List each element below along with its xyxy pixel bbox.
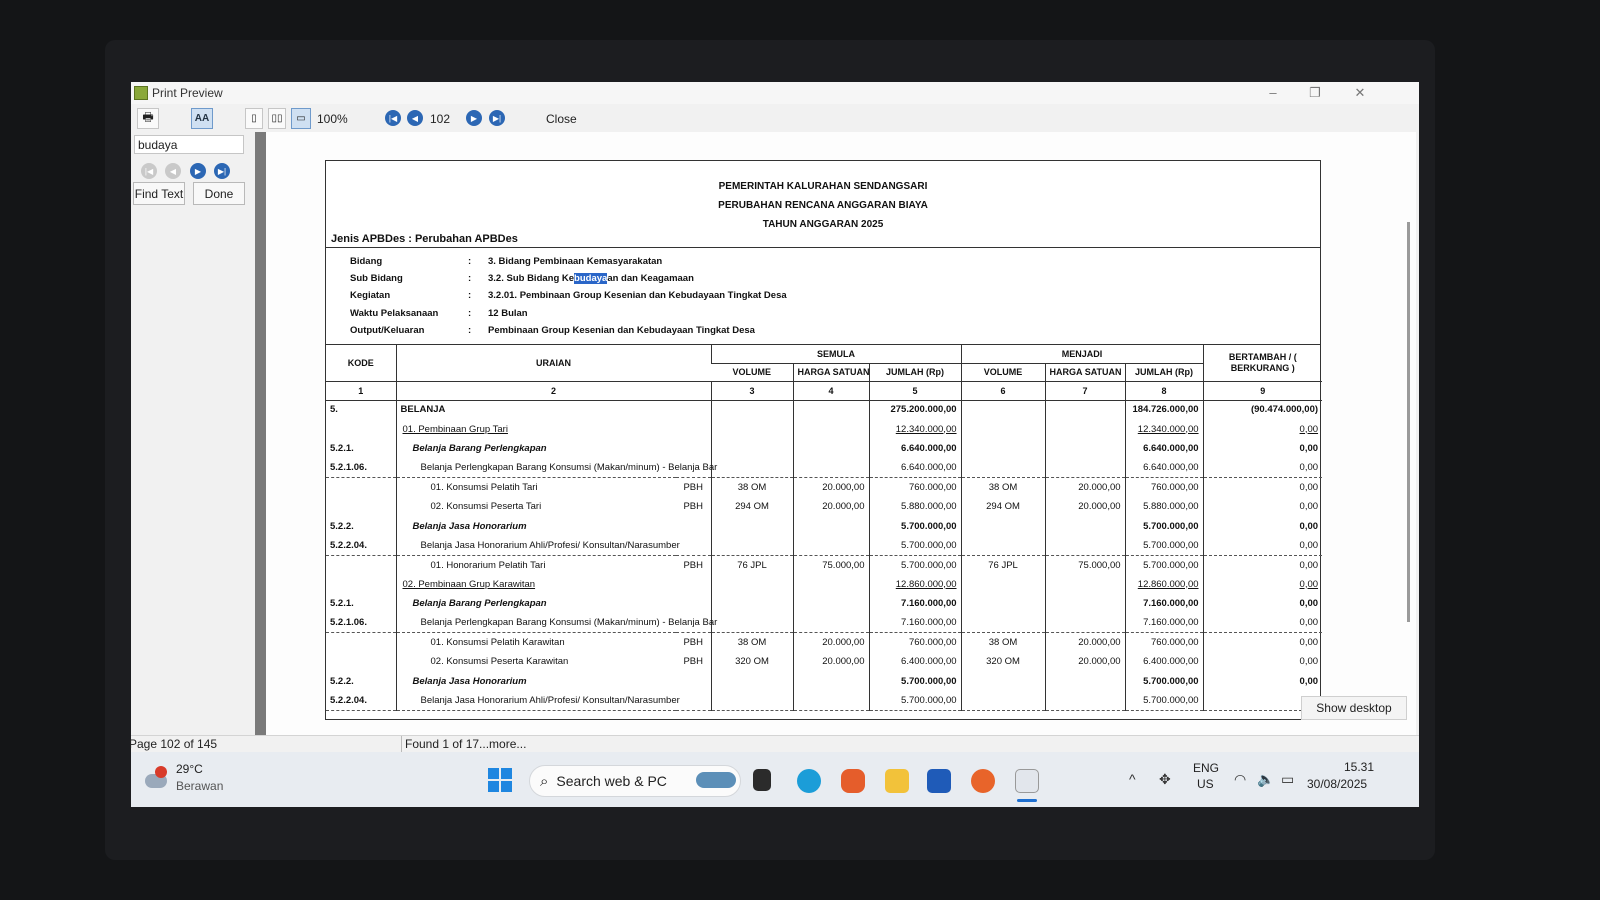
- last-page-button[interactable]: [489, 110, 505, 126]
- cell-kode: [326, 419, 396, 438]
- cell-harga-menjadi: 20.000,00: [1045, 497, 1125, 516]
- language-indicator[interactable]: ENG: [1193, 761, 1220, 775]
- col-number: 5: [869, 381, 961, 400]
- cell-jumlah-menjadi: 7.160.000,00: [1125, 613, 1203, 632]
- cell-uraian: 01. Pembinaan Grup Tari: [396, 419, 676, 438]
- cell-jumlah-menjadi: 760.000,00: [1125, 633, 1203, 652]
- word-icon[interactable]: [927, 769, 951, 793]
- cell-jumlah-semula: 760.000,00: [869, 633, 961, 652]
- cell-harga-semula: [793, 575, 869, 594]
- cell-uraian: 01. Honorarium Pelatih Tari: [396, 555, 676, 574]
- col-number: 9: [1203, 381, 1322, 400]
- table-row: [326, 536, 1322, 555]
- cell-jumlah-menjadi: 6.640.000,00: [1125, 458, 1203, 477]
- info-label: Waktu Pelaksanaan: [350, 308, 439, 319]
- cell-volume-semula: [711, 439, 793, 458]
- cell-jumlah-semula: 12.340.000,00: [869, 419, 961, 438]
- cell-volume-menjadi: 294 OM: [961, 497, 1045, 516]
- cell-satuan: [676, 575, 711, 594]
- panel-splitter[interactable]: [255, 132, 266, 737]
- cell-uraian: Belanja Perlengkapan Barang Konsumsi (Makan/minum) - Belanja Bar: [396, 458, 676, 477]
- col-header-harga-satuan: HARGA SATUAN: [793, 363, 869, 381]
- info-label: Kegiatan: [350, 290, 391, 301]
- cell-satuan: [676, 594, 711, 613]
- cell-kode: 5.2.2.04.: [326, 691, 396, 710]
- wifi-icon[interactable]: ◠: [1234, 771, 1247, 787]
- info-value: 3.2.01. Pembinaan Group Kesenian dan Kebudayaan Tingkat Desa: [488, 290, 787, 301]
- cell-kode: 5.2.2.04.: [326, 536, 396, 555]
- cell-volume-semula: 294 OM: [711, 497, 793, 516]
- report-page: [325, 160, 1321, 720]
- multi-page-button[interactable]: [268, 108, 286, 129]
- cell-volume-menjadi: [961, 594, 1045, 613]
- last-page-icon: ▶|: [492, 113, 502, 123]
- search-highlight: budaya: [574, 273, 608, 284]
- cell-harga-semula: [793, 536, 869, 555]
- table-row: [326, 458, 1322, 477]
- cell-harga-menjadi: [1045, 536, 1125, 555]
- cell-volume-menjadi: 320 OM: [961, 652, 1045, 671]
- report-title-line-1: PEMERINTAH KALURAHAN SENDANGSARI: [718, 181, 928, 192]
- cell-kode: [326, 497, 396, 516]
- cell-harga-semula: [793, 594, 869, 613]
- cell-volume-menjadi: 38 OM: [961, 478, 1045, 497]
- cell-satuan: [676, 516, 711, 535]
- app-icon: [134, 86, 148, 100]
- cell-harga-menjadi: 20.000,00: [1045, 478, 1125, 497]
- cell-jumlah-semula: 275.200.000,00: [869, 400, 961, 419]
- col-header-jumlah: JUMLAH (Rp): [1125, 363, 1203, 381]
- cell-harga-menjadi: [1045, 419, 1125, 438]
- cell-jumlah-semula: 5.700.000,00: [869, 536, 961, 555]
- page-icon: ▯: [251, 113, 257, 124]
- find-text-input[interactable]: [134, 135, 244, 154]
- cell-harga-menjadi: 75.000,00: [1045, 555, 1125, 574]
- divider: [326, 247, 1320, 248]
- cell-jumlah-menjadi: 760.000,00: [1125, 478, 1203, 497]
- cell-satuan: [676, 400, 711, 419]
- cell-selisih: 0,00: [1203, 594, 1322, 613]
- cell-satuan: PBH: [683, 637, 704, 649]
- info-value: 3. Bidang Pembinaan Kemasyarakatan: [488, 256, 663, 267]
- cell-jumlah-menjadi: 7.160.000,00: [1125, 594, 1203, 613]
- first-page-button[interactable]: [385, 110, 401, 126]
- cell-uraian: Belanja Jasa Honorarium: [396, 516, 676, 535]
- info-label: Bidang: [350, 256, 383, 267]
- find-status[interactable]: Found 1 of 17...more...: [405, 737, 527, 751]
- cell-harga-menjadi: [1045, 439, 1125, 458]
- region-indicator: US: [1197, 777, 1214, 791]
- cell-volume-menjadi: 76 JPL: [961, 555, 1045, 574]
- cell-harga-menjadi: [1045, 400, 1125, 419]
- cell-satuan: [676, 439, 711, 458]
- clock-time[interactable]: 15.31: [1344, 760, 1375, 774]
- cell-uraian: Belanja Barang Perlengkapan: [396, 439, 676, 458]
- edge-icon[interactable]: [797, 769, 821, 793]
- report-title-line-3: TAHUN ANGGARAN 2025: [762, 219, 884, 230]
- cell-volume-menjadi: [961, 439, 1045, 458]
- cell-selisih: (90.474.000,00): [1203, 400, 1322, 419]
- status-divider: [401, 736, 402, 753]
- col-header-semula: SEMULA: [711, 345, 961, 363]
- cell-jumlah-menjadi: 5.700.000,00: [1125, 555, 1203, 574]
- taskbar: [131, 752, 1419, 807]
- cell-harga-semula: [793, 691, 869, 710]
- title-bar: [131, 82, 1419, 104]
- volume-icon[interactable]: 🔈: [1257, 771, 1275, 787]
- active-app-indicator: [1017, 799, 1037, 802]
- cell-jumlah-menjadi: 12.340.000,00: [1125, 419, 1203, 438]
- printer-icon: 🖶: [142, 110, 154, 124]
- cell-volume-menjadi: [961, 400, 1045, 419]
- info-label: Sub Bidang: [350, 273, 403, 284]
- info-value-rest: an dan Keagamaan: [607, 273, 694, 284]
- close-window-button[interactable]: ✕: [1354, 85, 1366, 100]
- cell-harga-semula: 20.000,00: [793, 652, 869, 671]
- cell-satuan: PBH: [683, 656, 704, 668]
- col-number: 6: [961, 381, 1045, 400]
- first-result-icon: |◀: [144, 166, 154, 176]
- cell-kode: 5.2.1.: [330, 598, 354, 610]
- show-hidden-icons[interactable]: ^: [1129, 771, 1136, 787]
- report-title-line-2: PERUBAHAN RENCANA ANGGARAN BIAYA: [718, 200, 928, 211]
- last-result-icon: ▶|: [217, 166, 227, 176]
- table-row: [326, 691, 1322, 710]
- info-output: Output/Keluaran : Pembinaan Group Kesenian dan Kebudayaan Tingkat Desa: [350, 325, 755, 336]
- cell-satuan: PBH: [683, 559, 704, 571]
- cell-harga-menjadi: 20.000,00: [1045, 652, 1125, 671]
- info-kegiatan: Kegiatan : 3.2.01. Pembinaan Group Kesenian dan Kebudayaan Tingkat Desa: [350, 290, 787, 301]
- task-view-icon[interactable]: [753, 769, 771, 791]
- table-row: [326, 555, 1322, 574]
- binoculars-icon: AA: [194, 113, 210, 124]
- cell-harga-semula: [793, 671, 869, 690]
- cell-satuan: PBH: [683, 501, 704, 513]
- dropbox-icon[interactable]: ✥: [1159, 771, 1171, 787]
- cell-selisih: 0,00: [1203, 516, 1322, 535]
- find-next-button[interactable]: [190, 163, 206, 179]
- info-waktu: Waktu Pelaksanaan : 12 Bulan: [350, 308, 528, 319]
- cell-jumlah-menjadi: 12.860.000,00: [1125, 575, 1203, 594]
- cell-harga-semula: [793, 458, 869, 477]
- cell-volume-menjadi: [961, 419, 1045, 438]
- show-desktop-tooltip: Show desktop: [1301, 696, 1407, 720]
- cell-volume-menjadi: [961, 516, 1045, 535]
- cell-uraian: 01. Konsumsi Pelatih Karawitan: [396, 633, 676, 652]
- screen: [131, 82, 1419, 807]
- info-value: 3.2. Sub Bidang Ke: [488, 273, 575, 284]
- cell-uraian: 01. Konsumsi Pelatih Tari: [396, 478, 676, 497]
- table-row: [326, 439, 1322, 458]
- cell-harga-menjadi: [1045, 594, 1125, 613]
- info-value: 12 Bulan: [488, 308, 528, 319]
- col-header-volume: VOLUME: [961, 363, 1045, 381]
- cell-selisih: 0,00: [1203, 478, 1322, 497]
- cell-harga-menjadi: [1045, 516, 1125, 535]
- cell-jumlah-semula: 5.700.000,00: [869, 671, 961, 690]
- one-page-button[interactable]: [245, 108, 263, 129]
- cell-volume-menjadi: [961, 691, 1045, 710]
- cell-volume-menjadi: [961, 613, 1045, 632]
- cell-kode: [326, 478, 396, 497]
- print-button[interactable]: [137, 108, 159, 129]
- weather-alert-badge: [155, 766, 167, 778]
- cell-harga-semula: 20.000,00: [793, 497, 869, 516]
- cell-uraian: Belanja Barang Perlengkapan: [396, 594, 676, 613]
- info-sub-bidang: Sub Bidang : 3.2. Sub Bidang Kebudayaan dan Keagamaan: [350, 273, 694, 284]
- cell-volume-menjadi: [961, 536, 1045, 555]
- find-prev-button[interactable]: [165, 163, 181, 179]
- cell-jumlah-menjadi: 5.700.000,00: [1125, 691, 1203, 710]
- info-value: Pembinaan Group Kesenian dan Kebudayaan Tingkat Desa: [488, 325, 755, 336]
- page-status: Page 102 of 145: [129, 737, 218, 751]
- col-number: 1: [326, 381, 396, 400]
- cell-kode: 5.: [330, 404, 338, 416]
- cell-jumlah-menjadi: 6.400.000,00: [1125, 652, 1203, 671]
- cell-jumlah-semula: 5.700.000,00: [869, 555, 961, 574]
- cell-satuan: [676, 671, 711, 690]
- cell-kode: [326, 575, 396, 594]
- cell-jumlah-semula: 760.000,00: [869, 478, 961, 497]
- page-width-button[interactable]: [291, 108, 311, 129]
- cell-selisih: 0,00: [1203, 536, 1322, 555]
- cell-kode: 5.2.1.: [330, 442, 354, 454]
- minimize-button[interactable]: –: [1269, 85, 1277, 100]
- cell-kode: [326, 633, 396, 652]
- cell-harga-semula: 20.000,00: [793, 633, 869, 652]
- cell-volume-semula: [711, 536, 793, 555]
- info-bidang: Bidang : 3. Bidang Pembinaan Kemasyarakatan: [350, 256, 663, 267]
- print-preview-app-icon[interactable]: [1015, 769, 1039, 793]
- budget-table: [326, 345, 1322, 711]
- cell-jumlah-semula: 6.640.000,00: [869, 439, 961, 458]
- page-number-field[interactable]: 102: [430, 111, 451, 126]
- cell-volume-semula: [711, 458, 793, 477]
- info-label: Output/Keluaran: [350, 325, 425, 336]
- taskbar-search-placeholder: Search web & PC: [556, 773, 667, 789]
- find-panel: [131, 132, 251, 732]
- page-width-icon: ▭: [296, 113, 306, 124]
- cell-harga-menjadi: [1045, 458, 1125, 477]
- find-text-button[interactable]: Find Text: [133, 182, 185, 205]
- cell-selisih: 0,00: [1203, 439, 1322, 458]
- zoom-level[interactable]: 100%: [317, 111, 348, 126]
- cell-volume-menjadi: [961, 575, 1045, 594]
- weather-widget[interactable]: [145, 766, 169, 790]
- cell-harga-semula: [793, 400, 869, 419]
- table-row: [326, 497, 1322, 516]
- cell-uraian: 02. Pembinaan Grup Karawitan: [396, 575, 676, 594]
- weather-temp: 29°C: [176, 762, 203, 776]
- copilot-icon[interactable]: [841, 769, 865, 793]
- toolbar: [131, 104, 1419, 132]
- next-page-icon: ▶: [470, 113, 478, 123]
- cell-jumlah-menjadi: 5.880.000,00: [1125, 497, 1203, 516]
- find-last-button[interactable]: [214, 163, 230, 179]
- cell-volume-semula: [711, 516, 793, 535]
- table-row: [326, 633, 1322, 652]
- find-button[interactable]: [191, 108, 213, 129]
- col-number: 8: [1125, 381, 1203, 400]
- cell-volume-semula: 38 OM: [711, 633, 793, 652]
- cell-jumlah-semula: 7.160.000,00: [869, 613, 961, 632]
- col-number: 4: [793, 381, 869, 400]
- cell-volume-semula: 320 OM: [711, 652, 793, 671]
- done-button[interactable]: Done: [193, 182, 245, 205]
- cell-jumlah-semula: 7.160.000,00: [869, 594, 961, 613]
- cell-harga-semula: [793, 439, 869, 458]
- cell-satuan: [676, 691, 711, 710]
- cell-volume-menjadi: 38 OM: [961, 633, 1045, 652]
- cell-harga-menjadi: 20.000,00: [1045, 633, 1125, 652]
- cell-jumlah-menjadi: 5.700.000,00: [1125, 516, 1203, 535]
- table-row: [326, 671, 1322, 690]
- cell-harga-semula: 20.000,00: [793, 478, 869, 497]
- cell-jumlah-semula: 12.860.000,00: [869, 575, 961, 594]
- cell-selisih: 0,00: [1203, 497, 1322, 516]
- table-row: [326, 652, 1322, 671]
- status-bar: [131, 735, 1419, 752]
- prev-page-button[interactable]: [407, 110, 423, 126]
- jenis-apbdes: Jenis APBDes : Perubahan APBDes: [331, 233, 518, 245]
- cell-jumlah-semula: 5.700.000,00: [869, 516, 961, 535]
- col-header-harga-satuan: HARGA SATUAN: [1045, 363, 1125, 381]
- cell-kode: 5.2.1.06.: [326, 458, 396, 477]
- cell-volume-semula: [711, 613, 793, 632]
- col-number: 3: [711, 381, 793, 400]
- firefox-icon[interactable]: [971, 769, 995, 793]
- cell-harga-semula: [793, 613, 869, 632]
- cell-uraian: Belanja Jasa Honorarium Ahli/Profesi/ Konsultan/Narasumber: [396, 691, 676, 710]
- cell-jumlah-semula: 6.640.000,00: [869, 458, 961, 477]
- cell-harga-semula: [793, 516, 869, 535]
- start-button[interactable]: [488, 768, 512, 792]
- table-row: [326, 400, 1322, 419]
- cell-satuan: PBH: [683, 482, 704, 493]
- window-title: Print Preview: [152, 86, 223, 100]
- table-row: [326, 594, 1322, 613]
- cell-jumlah-menjadi: 5.700.000,00: [1125, 536, 1203, 555]
- cell-uraian: Belanja Perlengkapan Barang Konsumsi (Makan/minum) - Belanja Bar: [396, 613, 676, 632]
- cell-harga-menjadi: [1045, 613, 1125, 632]
- cell-volume-menjadi: [961, 671, 1045, 690]
- cell-jumlah-menjadi: 6.640.000,00: [1125, 439, 1203, 458]
- vertical-scrollbar[interactable]: [1407, 222, 1410, 622]
- table-row: [326, 575, 1322, 594]
- first-page-icon: |◀: [388, 113, 398, 123]
- cell-uraian: Belanja Jasa Honorarium Ahli/Profesi/ Konsultan/Narasumber: [396, 536, 676, 555]
- next-result-icon: ▶: [194, 166, 202, 176]
- table-row: [326, 613, 1322, 632]
- search-highlight-image: [696, 772, 736, 788]
- cell-volume-semula: [711, 671, 793, 690]
- cell-jumlah-semula: 5.700.000,00: [869, 691, 961, 710]
- cell-harga-semula: 75.000,00: [793, 555, 869, 574]
- cell-selisih: 0,00: [1203, 458, 1322, 477]
- restore-button[interactable]: ❐: [1309, 85, 1321, 100]
- col-header-jumlah: JUMLAH (Rp): [869, 363, 961, 381]
- col-number: 2: [396, 381, 711, 400]
- cell-uraian: BELANJA: [396, 400, 676, 419]
- table-row: [326, 516, 1322, 535]
- cell-kode: [326, 555, 396, 574]
- cell-jumlah-semula: 5.880.000,00: [869, 497, 961, 516]
- cell-harga-menjadi: [1045, 575, 1125, 594]
- cell-volume-semula: 76 JPL: [711, 555, 793, 574]
- col-header-bertambah: BERTAMBAH / ( BERKURANG ): [1203, 345, 1322, 381]
- cell-satuan: [676, 536, 711, 555]
- cell-harga-semula: [793, 419, 869, 438]
- cell-harga-menjadi: [1045, 691, 1125, 710]
- prev-result-icon: ◀: [169, 166, 177, 176]
- cell-volume-semula: [711, 691, 793, 710]
- cell-jumlah-menjadi: 5.700.000,00: [1125, 671, 1203, 690]
- col-number: 7: [1045, 381, 1125, 400]
- pages-icon: ▯▯: [271, 113, 283, 124]
- cell-volume-semula: 38 OM: [711, 478, 793, 497]
- cell-volume-semula: [711, 594, 793, 613]
- table-row: [326, 478, 1322, 497]
- col-header-volume: VOLUME: [711, 363, 793, 381]
- file-explorer-icon[interactable]: [885, 769, 909, 793]
- search-icon: ⌕: [540, 772, 549, 790]
- cell-kode: 5.2.2.: [330, 675, 354, 687]
- cell-uraian: 02. Konsumsi Peserta Karawitan: [396, 652, 676, 671]
- cell-harga-menjadi: [1045, 671, 1125, 690]
- col-header-kode: KODE: [326, 345, 396, 381]
- cell-kode: 5.2.2.: [330, 520, 354, 532]
- cell-volume-semula: [711, 419, 793, 438]
- table-row: [326, 419, 1322, 438]
- cell-jumlah-semula: 6.400.000,00: [869, 652, 961, 671]
- cell-uraian: Belanja Jasa Honorarium: [396, 671, 676, 690]
- clock-date[interactable]: 30/08/2025: [1307, 777, 1368, 791]
- col-header-uraian: URAIAN: [396, 345, 711, 381]
- windows-logo-icon: [488, 768, 499, 779]
- close-preview-button[interactable]: Close: [546, 111, 577, 126]
- cell-uraian: 02. Konsumsi Peserta Tari: [396, 497, 676, 516]
- next-page-button[interactable]: [466, 110, 482, 126]
- find-first-button[interactable]: [141, 163, 157, 179]
- col-header-menjadi: MENJADI: [961, 345, 1203, 363]
- battery-icon[interactable]: ▭: [1281, 771, 1295, 787]
- cell-selisih: 0,00: [1203, 633, 1322, 652]
- cell-kode: 5.2.1.06.: [326, 613, 396, 632]
- cell-kode: [326, 652, 396, 671]
- weather-desc: Berawan: [176, 779, 224, 793]
- cell-volume-semula: [711, 575, 793, 594]
- cell-satuan: [676, 419, 711, 438]
- prev-page-icon: ◀: [411, 113, 419, 123]
- cell-jumlah-menjadi: 184.726.000,00: [1125, 400, 1203, 419]
- cell-selisih: 0,00: [1203, 652, 1322, 671]
- cell-selisih: 0,00: [1203, 613, 1322, 632]
- cell-selisih: 0,00: [1203, 575, 1322, 594]
- cell-selisih: 0,00: [1203, 419, 1322, 438]
- cell-volume-menjadi: [961, 458, 1045, 477]
- cell-selisih: 0,00: [1203, 671, 1322, 690]
- cell-volume-semula: [711, 400, 793, 419]
- cell-selisih: 0,00: [1203, 555, 1322, 574]
